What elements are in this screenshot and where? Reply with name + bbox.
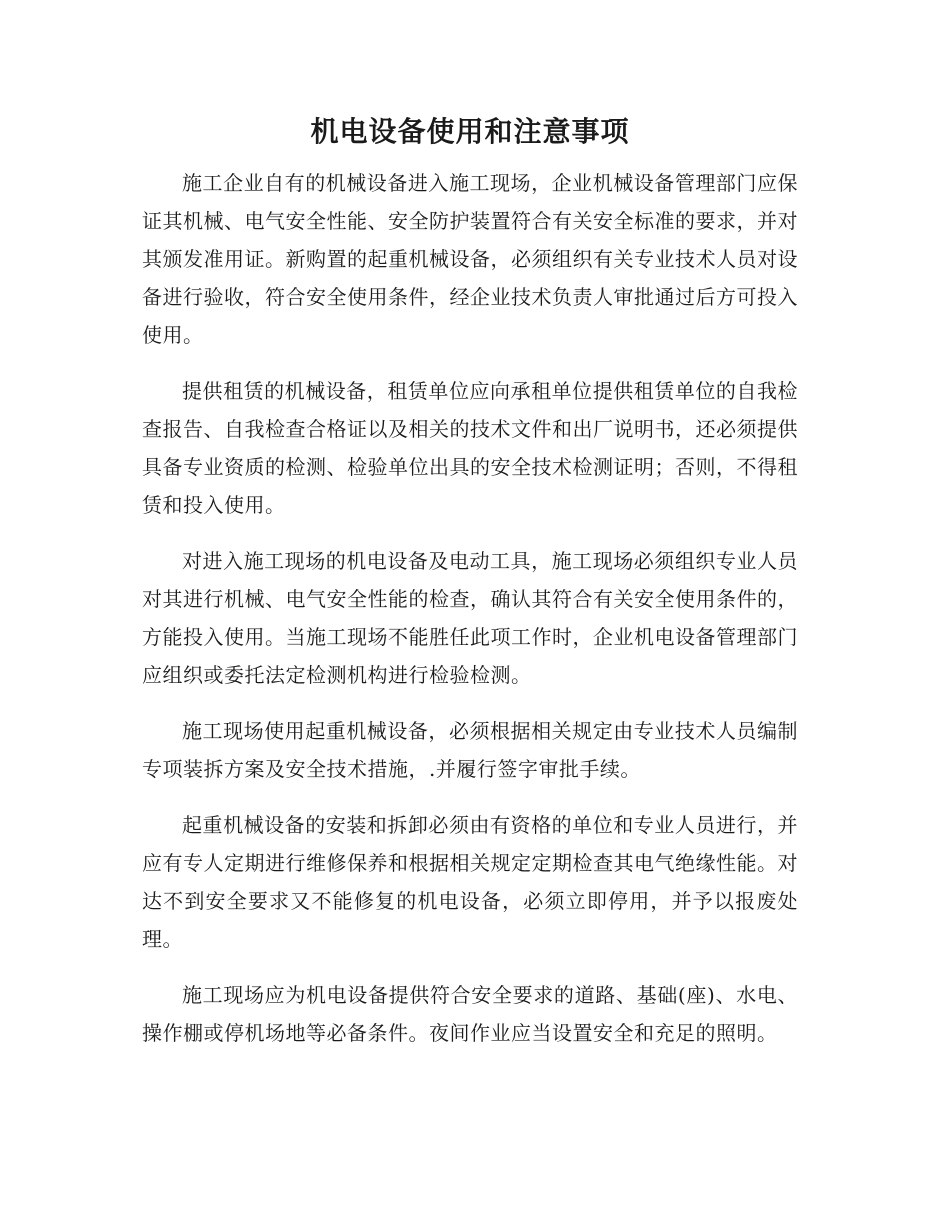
paragraph-1: 施工企业自有的机械设备进入施工现场，企业机械设备管理部门应保证其机械、电气安全性能、安全防护装置符合有关安全标准的要求，并对其颁发准用证。新购置的起重机械设备，必须组织有关专业技术人员对设备进行验收，符合安全使用条件，经企业技术负责人审批通过后方可投入使用。 [142, 171, 798, 347]
document-body [142, 110, 798, 1070]
paragraph-4: 施工现场使用起重机械设备，必须根据相关规定由专业技术人员编制专项装拆方案及安全技术措施，.并履行签字审批手续。 [142, 719, 798, 781]
paragraph-5: 起重机械设备的安装和拆卸必须由有资格的单位和专业人员进行，并应有专人定期进行维修保养和根据相关规定定期检查其电气绝缘性能。对达不到安全要求又不能修复的机电设备，必须立即停用，并予以报废处理。 [142, 813, 798, 951]
paragraph-6: 施工现场应为机电设备提供符合安全要求的道路、基础(座)、水电、操作棚或停机场地等必备条件。夜间作业应当设置安全和充足的照明。 [142, 983, 798, 1045]
paragraph-3: 对进入施工现场的机电设备及电动工具，施工现场必须组织专业人员对其进行机械、电气安全性能的检查，确认其符合有关安全使用条件的，方能投入使用。当施工现场不能胜任此项工作时，企业机电设备管理部门应组织或委托法定检测机构进行检验检测。 [142, 549, 798, 687]
paragraph-2: 提供租赁的机械设备，租赁单位应向承租单位提供租赁单位的自我检查报告、自我检查合格证以及相关的技术文件和出厂说明书，还必须提供具备专业资质的检测、检验单位出具的安全技术检测证明；否则，不得租赁和投入使用。 [142, 379, 798, 517]
document-title: 机电设备使用和注意事项 [310, 115, 630, 148]
